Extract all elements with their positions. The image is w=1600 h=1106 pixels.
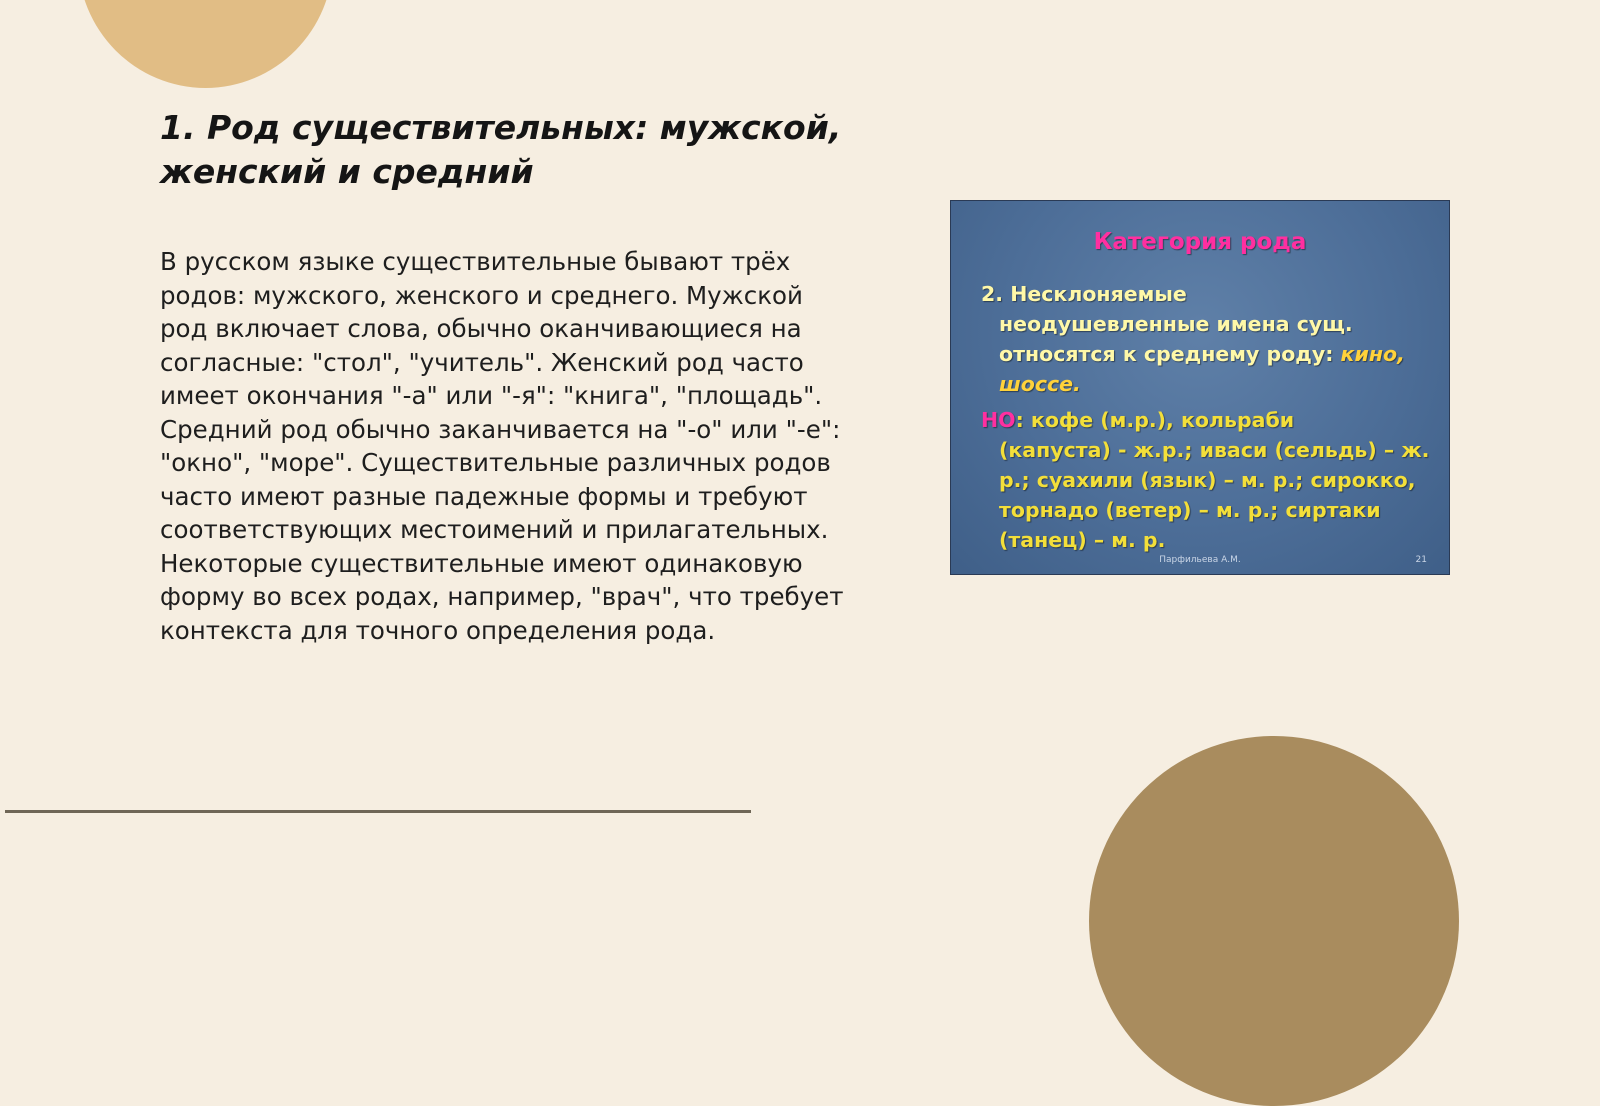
decorative-circle-top [78, 0, 333, 88]
slide-point-rest [981, 309, 1431, 399]
slide-point-line1: 2. Несклоняемые [981, 282, 1187, 306]
divider-line [5, 810, 751, 813]
decorative-circle-bottom [1089, 736, 1459, 1106]
slide-point-examples: кино, шоссе. [999, 342, 1405, 396]
slide-but-first: : кофе (м.р.), кольраби [1015, 408, 1295, 432]
slide-image [950, 200, 1450, 575]
slide-title: Категория рода [1093, 229, 1307, 255]
slide-exceptions [981, 405, 1439, 555]
slide-point-text: неодушевленные имена сущ. относятся к среднему роду: [999, 312, 1353, 366]
page-title: 1. Род существительных: мужской, женский и средний [160, 108, 842, 191]
slide-but-label: НО [981, 408, 1016, 432]
slide-point [981, 279, 1431, 399]
slide-author: Парфильева А.М. [1159, 555, 1241, 565]
slide-number: 21 [1415, 555, 1427, 565]
slide-but-rest: (капуста) - ж.р.; иваси (сельдь) – ж. р.; суахили (язык) – м. р.; сирокко, торнадо (ветер) – м. р.; сиртаки (танец) – м. р. [999, 438, 1430, 552]
body-paragraph: В русском языке существительные бывают трёх родов: мужского, женского и среднего. Мужской род включает слова, обычно оканчивающиеся на согласные: "стол", "учитель". Женский род часто имеет окончания "-а" или "-я": "книга", "площадь". Средний род обычно заканчивается на "-о" или "-е": "окно", "море". Существительные различных родов часто имеют разные падежные формы и требуют соответствующих местоимений и прилагательных. Некоторые существительные имеют одинаковую форму во всех родах, например, "врач", что требует контекста для точного определения рода. [160, 247, 844, 645]
